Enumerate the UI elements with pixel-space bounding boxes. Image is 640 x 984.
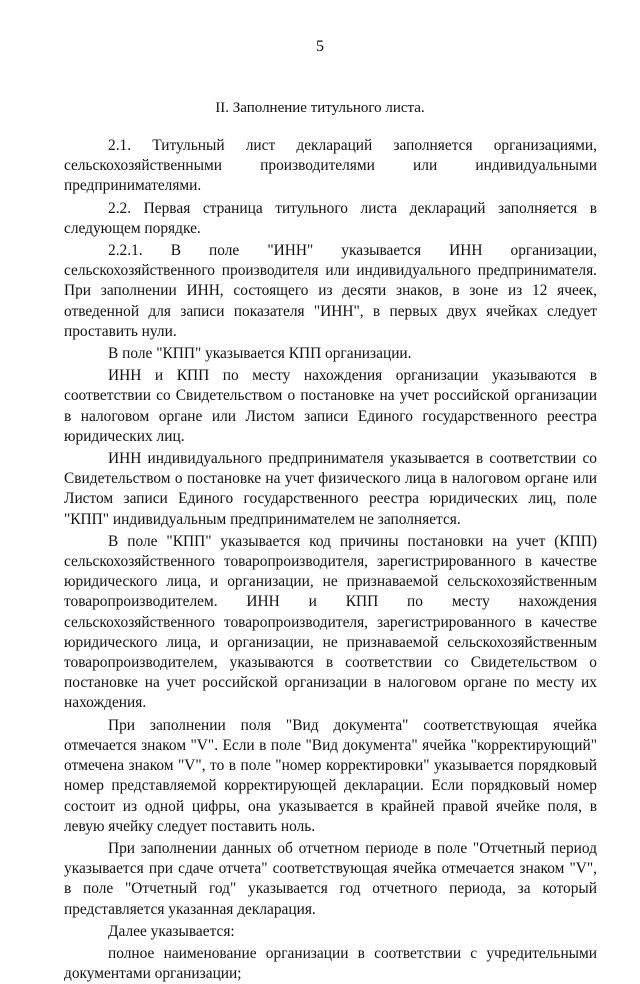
paragraph-document-type: При заполнении поля "Вид документа" соответствующая ячейка отмечается знаком "V". Если в поле "Вид документа" ячейка "корректирующий" отмечена знаком "V", то в поле "номер корректировки" указывается порядковый номер представляемой корректирующей декларации. Если порядковый номер состоит из одной цифры, она указывается в крайней правой ячейке поля, в левую ячейку следует поставить ноль. bbox=[64, 716, 597, 835]
paragraph-reporting-period: При заполнении данных об отчетном периоде в поле "Отчетный период указывается при сдаче отчета" соответствующая ячейка отмечается знаком "V", в поле "Отчетный год" указывается год отчетного периода, за который представляется указанная декларация. bbox=[64, 839, 597, 918]
paragraph-2-2-1: 2.2.1. В поле "ИНН" указывается ИНН организации, сельскохозяйственного производителя или индивидуального предпринимателя. При заполнении ИНН, состоящего из десяти знаков, в зоне из 12 ячеек, отведенной для записи показателя "ИНН", в первых двух ячейках следует проставить нули. bbox=[64, 242, 597, 340]
paragraph-inn-entrepreneur: ИНН индивидуального предпринимателя указывается в соответствии со Свидетельством о постановке на учет физического лица в налоговом органе или Листом записи Единого государственного реестра юридических лиц, поле "КПП" индивидуальным предпринимателем не заполняется. bbox=[64, 450, 597, 528]
paragraph-kpp-producer: В поле "КПП" указывается код причины постановки на учет (КПП) сельскохозяйственного товаропроизводителя, зарегистрированного в качестве юридического лица, и организации, не признаваемой сельскохозяйственным товаропроизводителем. ИНН и КПП по месту нахождения сельскохозяйственного товаропроизводителя, зарегистрированного в качестве юридического лица, и организации, не признаваемой сельскохозяйственным товаропроизводителем, указываются в соответствии со Свидетельством о постановке на учет российской организации в налоговом органе по месту их нахождения. bbox=[64, 532, 597, 712]
paragraph-2-1: 2.1. Титульный лист деклараций заполняется организациями, сельскохозяйственными производителями или индивидуальными предпринимателями. bbox=[64, 137, 597, 195]
paragraph-further: Далее указывается: bbox=[108, 922, 235, 940]
paragraph-inn-kpp-location: ИНН и КПП по месту нахождения организации указываются в соответствии со Свидетельством о постановке на учет российской организации в налоговом органе или Листом записи Единого государственного реестра юридических лиц. bbox=[64, 367, 597, 445]
section-title: II. Заполнение титульного листа. bbox=[215, 100, 425, 116]
paragraph-2-2: 2.2. Первая страница титульного листа деклараций заполняется в следующем порядке. bbox=[64, 199, 597, 237]
paragraph-kpp: В поле "КПП" указывается КПП организации. bbox=[108, 345, 412, 363]
paragraph-organization-name: полное наименование организации в соответствии с учредительными документами организации; bbox=[64, 944, 597, 983]
document-body bbox=[64, 136, 597, 984]
page-number: 5 bbox=[316, 38, 324, 55]
